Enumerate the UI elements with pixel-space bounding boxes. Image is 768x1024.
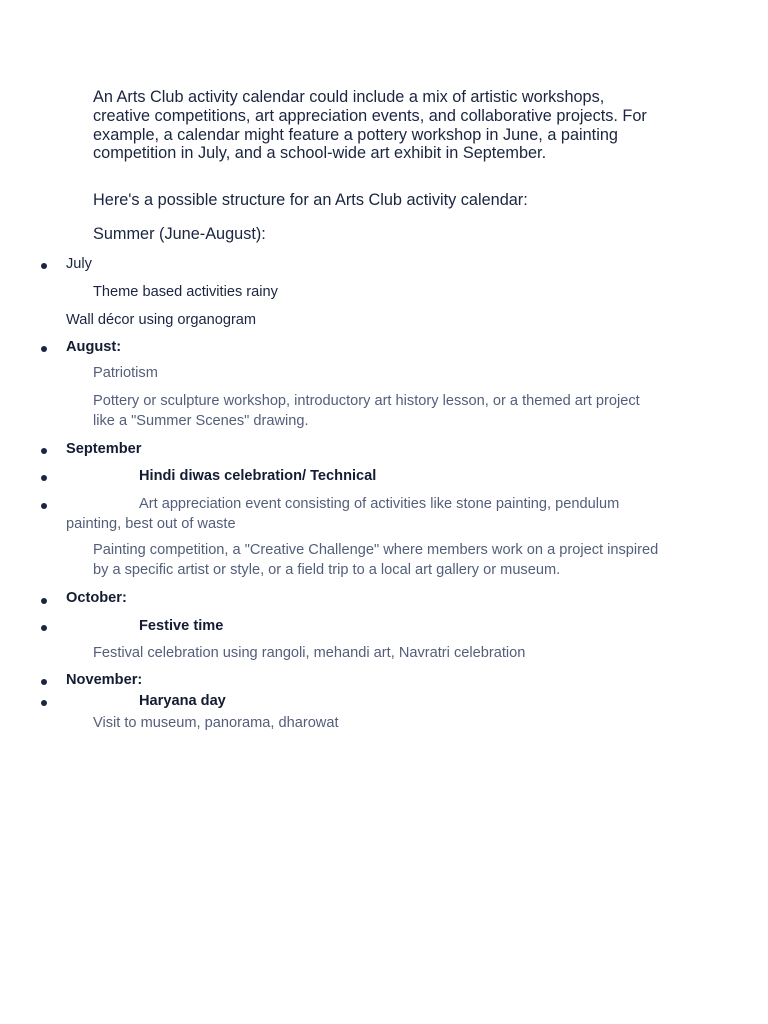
bullet-icon: [41, 598, 47, 604]
bullet-icon: [41, 503, 47, 509]
july-theme: Theme based activities rainy: [93, 284, 278, 300]
november-event: Haryana day: [139, 693, 226, 709]
bullet-icon: [41, 475, 47, 481]
bullet-icon: [41, 700, 47, 706]
august-detail: Pottery or sculpture workshop, introductory art history lesson, or a themed art project like a "Summer Scenes" drawing.: [93, 393, 640, 429]
season-heading: Summer (June-August):: [93, 225, 266, 243]
september-detail: Painting competition, a "Creative Challenge" where members work on a project inspired by a specific artist or style, or a field trip to a local art gallery or museum.: [93, 542, 659, 578]
september-event: Hindi diwas celebration/ Technical: [139, 468, 377, 484]
july-decor: Wall décor using organogram: [66, 312, 257, 328]
bullet-icon: [41, 448, 47, 454]
bullet-icon: [41, 346, 47, 352]
august-topic: Patriotism: [93, 365, 158, 381]
september-activity: Art appreciation event consisting of activities like stone painting, pendulum painting, best out of waste: [66, 496, 620, 532]
bullet-icon: [41, 263, 47, 269]
month-october: October:: [66, 590, 127, 606]
october-event: Festive time: [139, 618, 224, 634]
structure-line: Here's a possible structure for an Arts Club activity calendar:: [93, 191, 528, 209]
month-august: August:: [66, 339, 122, 355]
month-november: November:: [66, 672, 143, 688]
october-detail: Festival celebration using rangoli, mehandi art, Navratri celebration: [93, 645, 526, 661]
bullet-icon: [41, 679, 47, 685]
month-september: September: [66, 441, 142, 457]
intro-paragraph: An Arts Club activity calendar could include a mix of artistic workshops, creative competitions, art appreciation events, and collaborative projects. For example, a calendar might feature a pottery workshop in June, a painting competition in July, and a school-wide art exhibit in September.: [93, 88, 647, 163]
month-july: July: [66, 256, 92, 272]
november-detail: Visit to museum, panorama, dharowat: [93, 715, 339, 731]
bullet-icon: [41, 625, 47, 631]
